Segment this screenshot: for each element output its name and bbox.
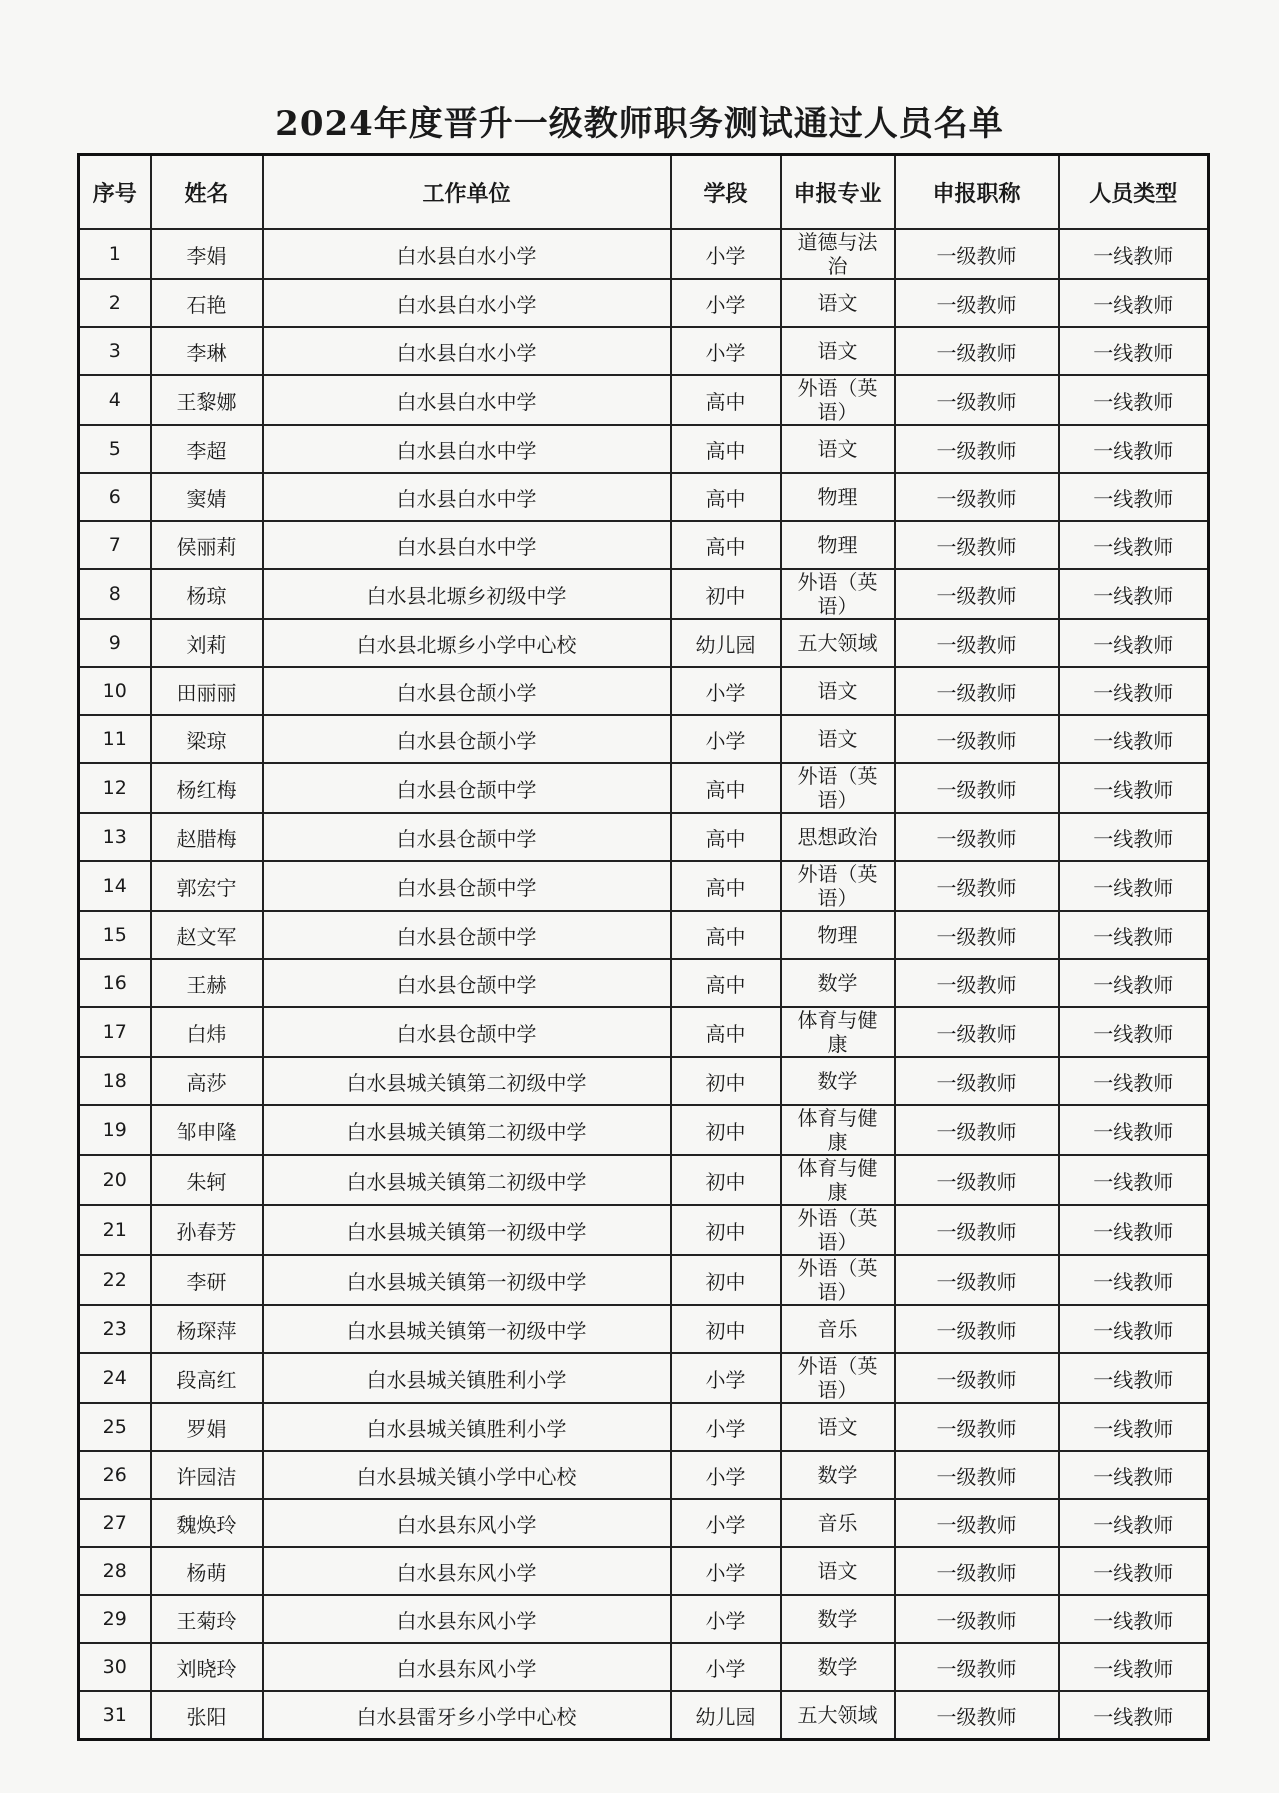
- cell-major: 语文: [781, 667, 895, 715]
- cell-title: 一级教师: [895, 1595, 1059, 1643]
- cell-name: 李研: [151, 1255, 263, 1305]
- cell-name: 李超: [151, 425, 263, 473]
- cell-major: 音乐: [781, 1305, 895, 1353]
- cell-stage: 小学: [671, 1643, 781, 1691]
- table-row: [79, 959, 1209, 1007]
- cell-title: 一级教师: [895, 1105, 1059, 1155]
- cell-stage: 初中: [671, 1205, 781, 1255]
- table-row: [79, 1643, 1209, 1691]
- cell-stage: 小学: [671, 715, 781, 763]
- cell-major: 数学: [781, 1451, 895, 1499]
- cell-no: 11: [79, 715, 151, 763]
- table-row: [79, 763, 1209, 813]
- cell-unit: 白水县城关镇小学中心校: [263, 1451, 671, 1499]
- cell-stage: 小学: [671, 1451, 781, 1499]
- cell-unit: 白水县东风小学: [263, 1499, 671, 1547]
- cell-stage: 高中: [671, 959, 781, 1007]
- cell-unit: 白水县白水中学: [263, 521, 671, 569]
- cell-major: 外语（英语）: [781, 569, 895, 619]
- cell-title: 一级教师: [895, 1499, 1059, 1547]
- cell-type: 一线教师: [1059, 375, 1209, 425]
- cell-type: 一线教师: [1059, 327, 1209, 375]
- cell-type: 一线教师: [1059, 473, 1209, 521]
- cell-type: 一线教师: [1059, 861, 1209, 911]
- cell-major: 体育与健康: [781, 1105, 895, 1155]
- cell-major: 物理: [781, 911, 895, 959]
- cell-type: 一线教师: [1059, 569, 1209, 619]
- cell-stage: 小学: [671, 279, 781, 327]
- cell-name: 王赫: [151, 959, 263, 1007]
- cell-no: 30: [79, 1643, 151, 1691]
- header-cell-name: 姓名: [151, 155, 263, 230]
- cell-type: 一线教师: [1059, 279, 1209, 327]
- cell-no: 24: [79, 1353, 151, 1403]
- cell-major: 语文: [781, 279, 895, 327]
- cell-stage: 小学: [671, 667, 781, 715]
- cell-no: 3: [79, 327, 151, 375]
- cell-stage: 高中: [671, 911, 781, 959]
- cell-major: 外语（英语）: [781, 375, 895, 425]
- table-row: [79, 473, 1209, 521]
- cell-type: 一线教师: [1059, 1007, 1209, 1057]
- cell-no: 15: [79, 911, 151, 959]
- cell-stage: 幼儿园: [671, 1691, 781, 1740]
- table-row: [79, 569, 1209, 619]
- cell-unit: 白水县白水小学: [263, 327, 671, 375]
- header-cell-no: 序号: [79, 155, 151, 230]
- cell-unit: 白水县城关镇第一初级中学: [263, 1205, 671, 1255]
- cell-type: 一线教师: [1059, 1255, 1209, 1305]
- cell-stage: 高中: [671, 861, 781, 911]
- cell-type: 一线教师: [1059, 425, 1209, 473]
- cell-no: 4: [79, 375, 151, 425]
- cell-title: 一级教师: [895, 229, 1059, 279]
- cell-type: 一线教师: [1059, 1105, 1209, 1155]
- cell-no: 27: [79, 1499, 151, 1547]
- teacher-list-table: [77, 153, 1210, 1741]
- cell-major: 物理: [781, 473, 895, 521]
- cell-name: 邹申隆: [151, 1105, 263, 1155]
- cell-stage: 小学: [671, 1595, 781, 1643]
- cell-no: 26: [79, 1451, 151, 1499]
- table-row: [79, 1403, 1209, 1451]
- cell-unit: 白水县仓颉中学: [263, 1007, 671, 1057]
- cell-stage: 小学: [671, 1547, 781, 1595]
- cell-stage: 初中: [671, 1155, 781, 1205]
- cell-major: 五大领域: [781, 619, 895, 667]
- cell-unit: 白水县城关镇第一初级中学: [263, 1305, 671, 1353]
- cell-no: 6: [79, 473, 151, 521]
- cell-name: 张阳: [151, 1691, 263, 1740]
- cell-unit: 白水县城关镇第二初级中学: [263, 1057, 671, 1105]
- cell-name: 许园洁: [151, 1451, 263, 1499]
- cell-title: 一级教师: [895, 619, 1059, 667]
- cell-unit: 白水县白水中学: [263, 425, 671, 473]
- cell-name: 刘晓玲: [151, 1643, 263, 1691]
- cell-unit: 白水县白水小学: [263, 229, 671, 279]
- cell-name: 段高红: [151, 1353, 263, 1403]
- cell-title: 一级教师: [895, 375, 1059, 425]
- cell-type: 一线教师: [1059, 619, 1209, 667]
- cell-title: 一级教师: [895, 473, 1059, 521]
- table-row: [79, 425, 1209, 473]
- cell-title: 一级教师: [895, 1305, 1059, 1353]
- cell-no: 16: [79, 959, 151, 1007]
- cell-major: 数学: [781, 959, 895, 1007]
- cell-type: 一线教师: [1059, 1403, 1209, 1451]
- table-body: [79, 229, 1209, 1740]
- cell-no: 21: [79, 1205, 151, 1255]
- cell-major: 外语（英语）: [781, 861, 895, 911]
- cell-stage: 初中: [671, 1305, 781, 1353]
- cell-title: 一级教师: [895, 911, 1059, 959]
- cell-stage: 初中: [671, 569, 781, 619]
- table-row: [79, 1255, 1209, 1305]
- header-cell-stage: 学段: [671, 155, 781, 230]
- cell-major: 语文: [781, 1403, 895, 1451]
- cell-major: 语文: [781, 327, 895, 375]
- cell-stage: 初中: [671, 1255, 781, 1305]
- cell-title: 一级教师: [895, 1255, 1059, 1305]
- cell-unit: 白水县仓颉中学: [263, 763, 671, 813]
- cell-name: 刘莉: [151, 619, 263, 667]
- cell-name: 杨红梅: [151, 763, 263, 813]
- table-header-row: [79, 155, 1209, 230]
- cell-major: 数学: [781, 1643, 895, 1691]
- header-cell-unit: 工作单位: [263, 155, 671, 230]
- cell-type: 一线教师: [1059, 911, 1209, 959]
- cell-stage: 初中: [671, 1057, 781, 1105]
- cell-title: 一级教师: [895, 813, 1059, 861]
- cell-type: 一线教师: [1059, 763, 1209, 813]
- cell-major: 物理: [781, 521, 895, 569]
- cell-title: 一级教师: [895, 1547, 1059, 1595]
- cell-name: 郭宏宁: [151, 861, 263, 911]
- table-row: [79, 1691, 1209, 1740]
- cell-type: 一线教师: [1059, 1057, 1209, 1105]
- cell-no: 17: [79, 1007, 151, 1057]
- cell-unit: 白水县城关镇第二初级中学: [263, 1105, 671, 1155]
- table-row: [79, 1595, 1209, 1643]
- cell-name: 李娟: [151, 229, 263, 279]
- cell-title: 一级教师: [895, 715, 1059, 763]
- cell-type: 一线教师: [1059, 1451, 1209, 1499]
- cell-type: 一线教师: [1059, 1595, 1209, 1643]
- cell-title: 一级教师: [895, 1057, 1059, 1105]
- cell-major: 音乐: [781, 1499, 895, 1547]
- cell-major: 外语（英语）: [781, 1205, 895, 1255]
- cell-type: 一线教师: [1059, 1643, 1209, 1691]
- cell-type: 一线教师: [1059, 667, 1209, 715]
- cell-no: 29: [79, 1595, 151, 1643]
- cell-no: 13: [79, 813, 151, 861]
- cell-no: 25: [79, 1403, 151, 1451]
- cell-type: 一线教师: [1059, 715, 1209, 763]
- table-row: [79, 715, 1209, 763]
- cell-stage: 初中: [671, 1105, 781, 1155]
- cell-unit: 白水县城关镇第二初级中学: [263, 1155, 671, 1205]
- cell-major: 思想政治: [781, 813, 895, 861]
- cell-major: 语文: [781, 715, 895, 763]
- cell-type: 一线教师: [1059, 959, 1209, 1007]
- cell-name: 罗娟: [151, 1403, 263, 1451]
- cell-stage: 高中: [671, 521, 781, 569]
- cell-type: 一线教师: [1059, 1353, 1209, 1403]
- cell-type: 一线教师: [1059, 1547, 1209, 1595]
- table-row: [79, 1547, 1209, 1595]
- table-row: [79, 619, 1209, 667]
- cell-title: 一级教师: [895, 1353, 1059, 1403]
- cell-name: 孙春芳: [151, 1205, 263, 1255]
- cell-no: 5: [79, 425, 151, 473]
- cell-unit: 白水县雷牙乡小学中心校: [263, 1691, 671, 1740]
- cell-unit: 白水县仓颉中学: [263, 911, 671, 959]
- cell-major: 语文: [781, 425, 895, 473]
- cell-unit: 白水县城关镇胜利小学: [263, 1403, 671, 1451]
- cell-title: 一级教师: [895, 861, 1059, 911]
- cell-name: 杨萌: [151, 1547, 263, 1595]
- cell-name: 杨琼: [151, 569, 263, 619]
- cell-major: 体育与健康: [781, 1155, 895, 1205]
- cell-stage: 高中: [671, 763, 781, 813]
- cell-name: 窦婧: [151, 473, 263, 521]
- cell-title: 一级教师: [895, 279, 1059, 327]
- cell-name: 田丽丽: [151, 667, 263, 715]
- cell-name: 白炜: [151, 1007, 263, 1057]
- cell-major: 道德与法治: [781, 229, 895, 279]
- table-row: [79, 813, 1209, 861]
- cell-stage: 小学: [671, 1353, 781, 1403]
- cell-stage: 幼儿园: [671, 619, 781, 667]
- cell-major: 体育与健康: [781, 1007, 895, 1057]
- cell-type: 一线教师: [1059, 1691, 1209, 1740]
- cell-unit: 白水县东风小学: [263, 1643, 671, 1691]
- cell-title: 一级教师: [895, 1451, 1059, 1499]
- cell-name: 杨琛萍: [151, 1305, 263, 1353]
- table-row: [79, 1007, 1209, 1057]
- cell-no: 22: [79, 1255, 151, 1305]
- cell-no: 28: [79, 1547, 151, 1595]
- table-row: [79, 327, 1209, 375]
- cell-no: 18: [79, 1057, 151, 1105]
- cell-unit: 白水县白水中学: [263, 375, 671, 425]
- cell-no: 1: [79, 229, 151, 279]
- cell-unit: 白水县仓颉中学: [263, 813, 671, 861]
- cell-no: 20: [79, 1155, 151, 1205]
- cell-major: 外语（英语）: [781, 1353, 895, 1403]
- table-row: [79, 375, 1209, 425]
- header-cell-major: 申报专业: [781, 155, 895, 230]
- cell-no: 7: [79, 521, 151, 569]
- cell-title: 一级教师: [895, 959, 1059, 1007]
- cell-name: 赵腊梅: [151, 813, 263, 861]
- cell-unit: 白水县东风小学: [263, 1595, 671, 1643]
- cell-major: 数学: [781, 1057, 895, 1105]
- cell-title: 一级教师: [895, 1007, 1059, 1057]
- cell-no: 14: [79, 861, 151, 911]
- cell-type: 一线教师: [1059, 1155, 1209, 1205]
- cell-unit: 白水县白水小学: [263, 279, 671, 327]
- cell-stage: 小学: [671, 1403, 781, 1451]
- cell-stage: 小学: [671, 1499, 781, 1547]
- cell-title: 一级教师: [895, 521, 1059, 569]
- cell-name: 赵文军: [151, 911, 263, 959]
- cell-title: 一级教师: [895, 425, 1059, 473]
- cell-major: 外语（英语）: [781, 763, 895, 813]
- cell-no: 12: [79, 763, 151, 813]
- cell-name: 魏焕玲: [151, 1499, 263, 1547]
- table-row: [79, 1105, 1209, 1155]
- cell-stage: 小学: [671, 229, 781, 279]
- cell-name: 高莎: [151, 1057, 263, 1105]
- cell-no: 2: [79, 279, 151, 327]
- cell-title: 一级教师: [895, 327, 1059, 375]
- cell-no: 31: [79, 1691, 151, 1740]
- header-cell-title: 申报职称: [895, 155, 1059, 230]
- table-row: [79, 229, 1209, 279]
- cell-type: 一线教师: [1059, 1205, 1209, 1255]
- cell-type: 一线教师: [1059, 1499, 1209, 1547]
- cell-unit: 白水县仓颉小学: [263, 667, 671, 715]
- cell-type: 一线教师: [1059, 813, 1209, 861]
- cell-no: 23: [79, 1305, 151, 1353]
- cell-no: 19: [79, 1105, 151, 1155]
- cell-stage: 高中: [671, 375, 781, 425]
- cell-unit: 白水县仓颉小学: [263, 715, 671, 763]
- cell-name: 石艳: [151, 279, 263, 327]
- document-title: 2024年度晋升一级教师职务测试通过人员名单: [275, 104, 1004, 144]
- cell-major: 五大领域: [781, 1691, 895, 1740]
- cell-name: 王黎娜: [151, 375, 263, 425]
- cell-title: 一级教师: [895, 763, 1059, 813]
- cell-name: 李琳: [151, 327, 263, 375]
- cell-unit: 白水县仓颉中学: [263, 861, 671, 911]
- cell-name: 王菊玲: [151, 1595, 263, 1643]
- header-cell-type: 人员类型: [1059, 155, 1209, 230]
- cell-title: 一级教师: [895, 1403, 1059, 1451]
- table-row: [79, 521, 1209, 569]
- table-row: [79, 667, 1209, 715]
- cell-type: 一线教师: [1059, 229, 1209, 279]
- cell-no: 10: [79, 667, 151, 715]
- table-row: [79, 1305, 1209, 1353]
- cell-major: 语文: [781, 1547, 895, 1595]
- cell-unit: 白水县城关镇胜利小学: [263, 1353, 671, 1403]
- table-row: [79, 911, 1209, 959]
- cell-name: 朱轲: [151, 1155, 263, 1205]
- cell-stage: 高中: [671, 1007, 781, 1057]
- cell-unit: 白水县仓颉中学: [263, 959, 671, 1007]
- cell-title: 一级教师: [895, 1205, 1059, 1255]
- table-row: [79, 1155, 1209, 1205]
- cell-stage: 高中: [671, 473, 781, 521]
- cell-unit: 白水县东风小学: [263, 1547, 671, 1595]
- cell-unit: 白水县北塬乡小学中心校: [263, 619, 671, 667]
- cell-unit: 白水县北塬乡初级中学: [263, 569, 671, 619]
- table-row: [79, 1499, 1209, 1547]
- cell-type: 一线教师: [1059, 521, 1209, 569]
- cell-no: 9: [79, 619, 151, 667]
- table-row: [79, 1353, 1209, 1403]
- cell-type: 一线教师: [1059, 1305, 1209, 1353]
- cell-major: 外语（英语）: [781, 1255, 895, 1305]
- table-row: [79, 861, 1209, 911]
- cell-stage: 小学: [671, 327, 781, 375]
- cell-stage: 高中: [671, 813, 781, 861]
- table-row: [79, 279, 1209, 327]
- cell-major: 数学: [781, 1595, 895, 1643]
- table-row: [79, 1057, 1209, 1105]
- cell-unit: 白水县白水中学: [263, 473, 671, 521]
- cell-title: 一级教师: [895, 569, 1059, 619]
- cell-name: 梁琼: [151, 715, 263, 763]
- cell-name: 侯丽莉: [151, 521, 263, 569]
- table-row: [79, 1205, 1209, 1255]
- cell-title: 一级教师: [895, 1155, 1059, 1205]
- cell-stage: 高中: [671, 425, 781, 473]
- table-row: [79, 1451, 1209, 1499]
- cell-unit: 白水县城关镇第一初级中学: [263, 1255, 671, 1305]
- cell-no: 8: [79, 569, 151, 619]
- cell-title: 一级教师: [895, 667, 1059, 715]
- cell-title: 一级教师: [895, 1643, 1059, 1691]
- cell-title: 一级教师: [895, 1691, 1059, 1740]
